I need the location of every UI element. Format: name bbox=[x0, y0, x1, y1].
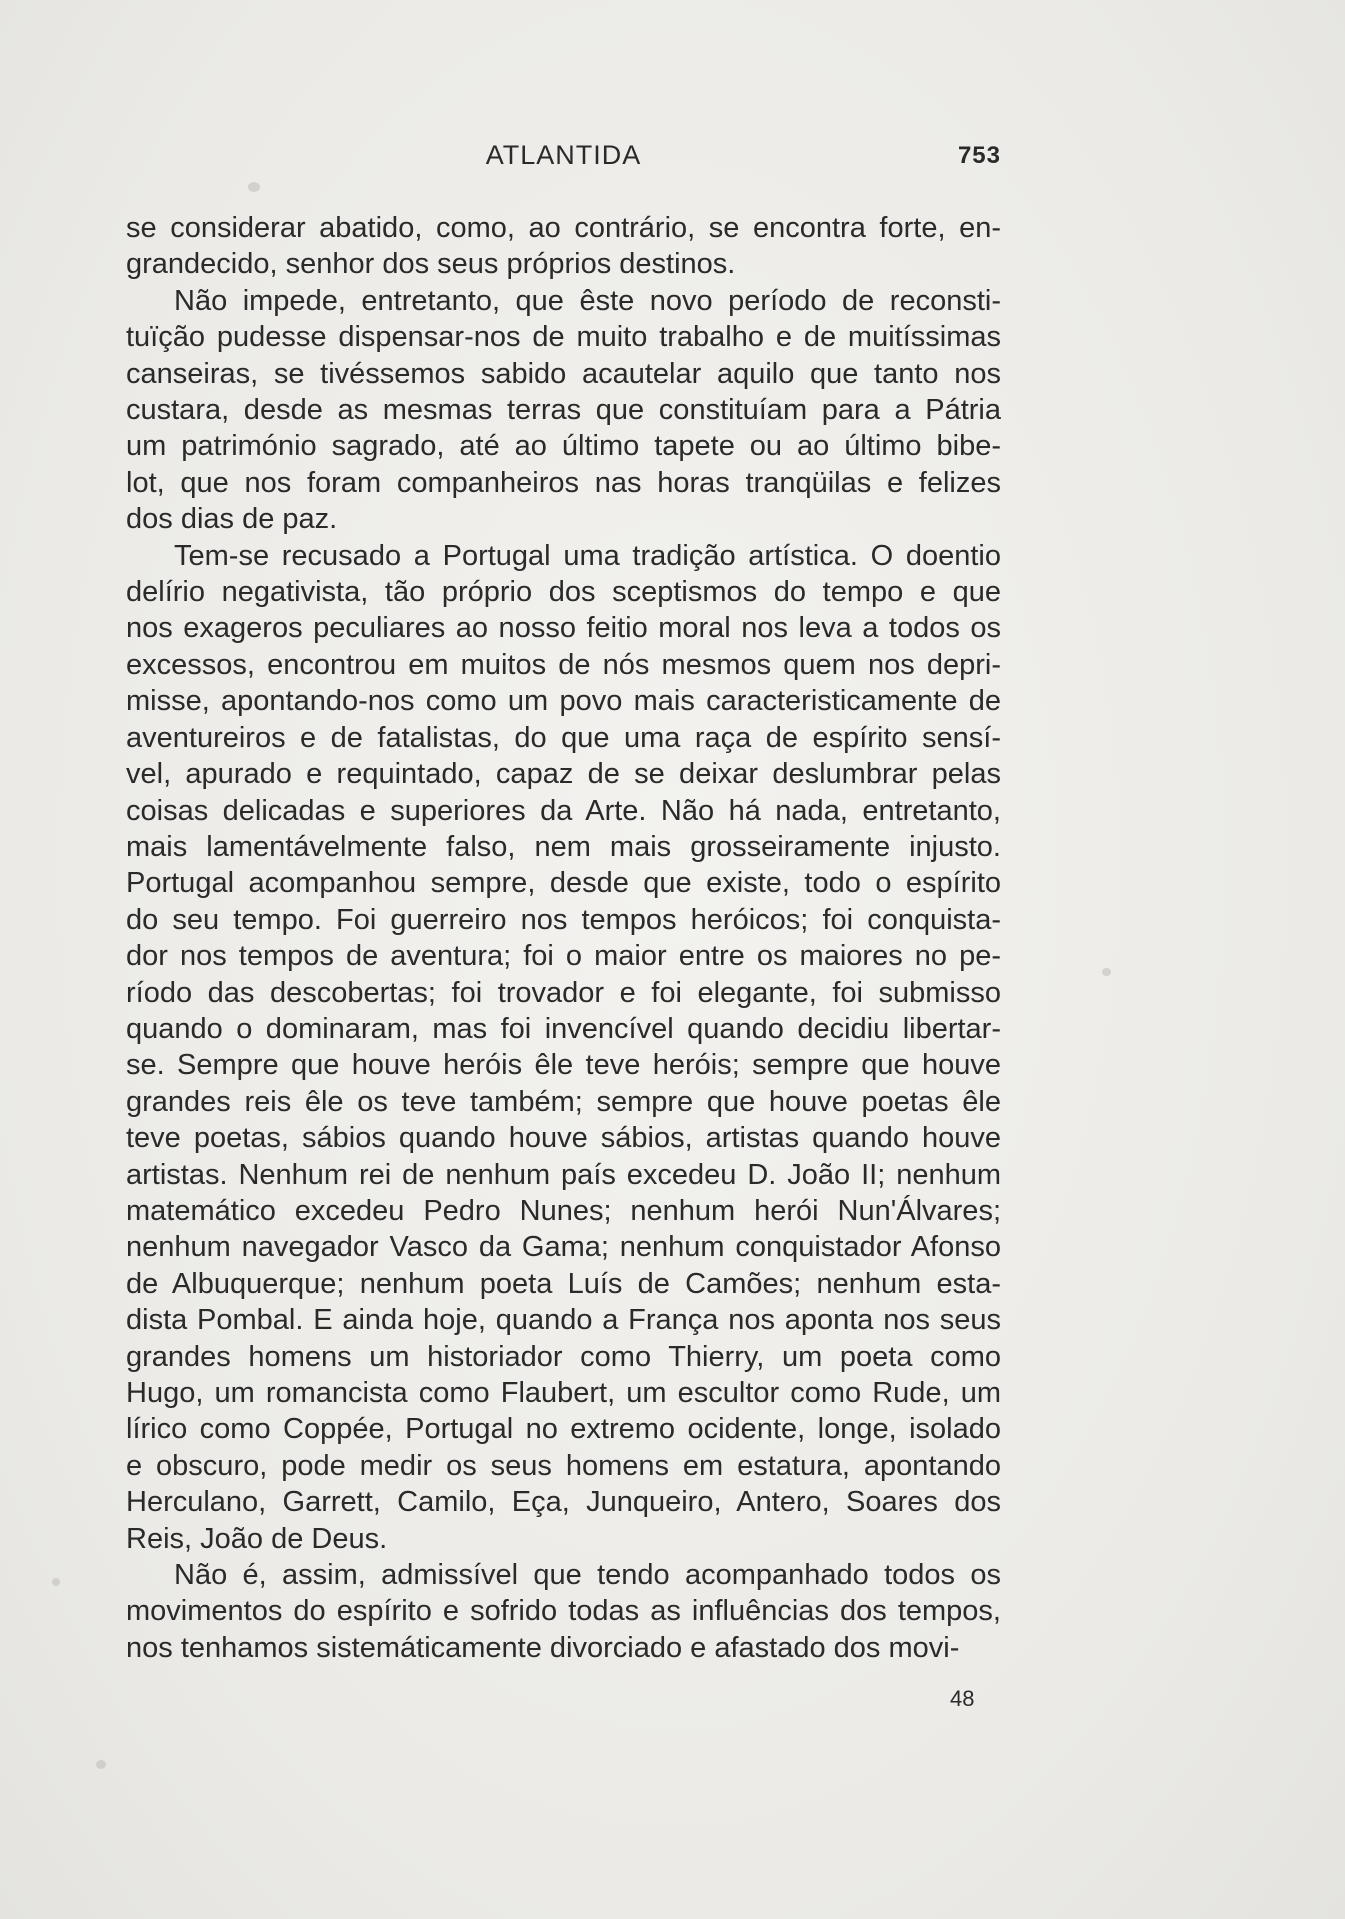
paper-speck bbox=[248, 182, 260, 192]
paper-speck bbox=[1102, 968, 1111, 976]
text-line: Portugal acompanhou sempre, desde que existe, todo o espírito bbox=[126, 867, 1001, 900]
text-line: Não impede, entretanto, que êste novo período de reconsti- bbox=[174, 284, 1001, 317]
text-line: e obscuro, pode medir os seus homens em estatura, apontando bbox=[126, 1449, 1001, 1482]
text-line: coisas delicadas e superiores da Arte. Não há nada, entretanto, bbox=[126, 794, 1001, 827]
text-line: nos tenhamos sistemáticamente divorciado e afastado dos movi- bbox=[126, 1631, 960, 1664]
text-line: se. Sempre que houve heróis êle teve heróis; sempre que houve bbox=[126, 1049, 1001, 1082]
text-line: nenhum navegador Vasco da Gama; nenhum conquistador Afonso bbox=[126, 1231, 1001, 1264]
text-line: Hugo, um romancista como Flaubert, um escultor como Rude, um bbox=[126, 1377, 1001, 1409]
text-line: misse, apontando-nos como um povo mais caracteristicamente de bbox=[126, 685, 1001, 718]
text-line: excessos, encontrou em muitos de nós mesmos quem nos depri- bbox=[126, 648, 1001, 681]
body-text bbox=[126, 210, 1001, 1666]
text-line: dos dias de paz. bbox=[126, 503, 338, 536]
text-line: aventureiros e de fatalistas, do que uma raça de espírito sensí- bbox=[126, 721, 1001, 754]
text-line: se considerar abatido, como, ao contrário, se encontra forte, en- bbox=[126, 212, 1001, 244]
text-line: matemático excedeu Pedro Nunes; nenhum herói Nun'Álvares; bbox=[126, 1194, 1001, 1227]
text-line: canseiras, se tivéssemos sabido acautelar aquilo que tanto nos bbox=[126, 357, 1001, 390]
paragraph bbox=[126, 1557, 1001, 1666]
text-line: vel, apurado e requintado, capaz de se deixar deslumbrar pelas bbox=[126, 758, 1001, 791]
text-line: lírico como Coppée, Portugal no extremo ocidente, longe, isolado bbox=[126, 1413, 1001, 1446]
text-line: ríodo das descobertas; foi trovador e foi elegante, foi submisso bbox=[126, 976, 1001, 1009]
text-line: custara, desde as mesmas terras que constituíam para a Pátria bbox=[126, 394, 1001, 427]
text-line: Herculano, Garrett, Camilo, Eça, Junqueiro, Antero, Soares dos bbox=[126, 1486, 1001, 1519]
text-line: de Albuquerque; nenhum poeta Luís de Camões; nenhum esta- bbox=[126, 1267, 1001, 1300]
page-number: 753 bbox=[957, 142, 1001, 169]
text-line: teve poetas, sábios quando houve sábios, artistas quando houve bbox=[126, 1122, 1001, 1155]
text-line: um património sagrado, até ao último tapete ou ao último bibe- bbox=[126, 430, 1001, 463]
paragraph bbox=[126, 538, 1001, 1557]
text-line: grandecido, senhor dos seus próprios destinos. bbox=[126, 248, 736, 281]
text-line: artistas. Nenhum rei de nenhum país excedeu D. João II; nenhum bbox=[126, 1158, 1001, 1191]
text-line: grandes homens um historiador como Thierry, um poeta como bbox=[126, 1340, 1001, 1373]
signature-mark: 48 bbox=[950, 1686, 975, 1711]
text-line: quando o dominaram, mas foi invencível quando decidiu libertar- bbox=[126, 1012, 1001, 1045]
text-line: delírio negativista, tão próprio dos sceptismos do tempo e que bbox=[126, 576, 1001, 609]
text-line: grandes reis êle os teve também; sempre que houve poetas êle bbox=[126, 1085, 1001, 1118]
running-head bbox=[126, 140, 1001, 176]
text-line: lot, que nos foram companheiros nas horas tranqüilas e felizes bbox=[126, 466, 1001, 499]
text-line: nos exageros peculiares ao nosso feitio moral nos leva a todos os bbox=[126, 612, 1001, 645]
paper-speck bbox=[52, 1578, 60, 1586]
text-line: tuïção pudesse dispensar-nos de muito trabalho e de muitíssimas bbox=[126, 321, 1001, 354]
paragraph bbox=[126, 283, 1001, 538]
text-line: movimentos do espírito e sofrido todas as influências dos tempos, bbox=[126, 1595, 1001, 1628]
text-line: dista Pombal. E ainda hoje, quando a França nos aponta nos seus bbox=[126, 1304, 1001, 1337]
text-line: Tem-se recusado a Portugal uma tradição artística. O doentio bbox=[174, 539, 1001, 572]
text-line: mais lamentávelmente falso, nem mais grosseiramente injusto. bbox=[126, 830, 1001, 863]
paper-speck bbox=[96, 1760, 106, 1769]
text-line: do seu tempo. Foi guerreiro nos tempos heróicos; foi conquista- bbox=[126, 903, 1001, 936]
text-line: Não é, assim, admissível que tendo acompanhado todos os bbox=[174, 1559, 1001, 1592]
text-line: Reis, João de Deus. bbox=[126, 1522, 388, 1555]
text-line: dor nos tempos de aventura; foi o maior entre os maiores no pe- bbox=[126, 940, 1001, 973]
paragraph bbox=[126, 210, 1001, 283]
running-title: ATLANTIDA bbox=[485, 140, 642, 170]
